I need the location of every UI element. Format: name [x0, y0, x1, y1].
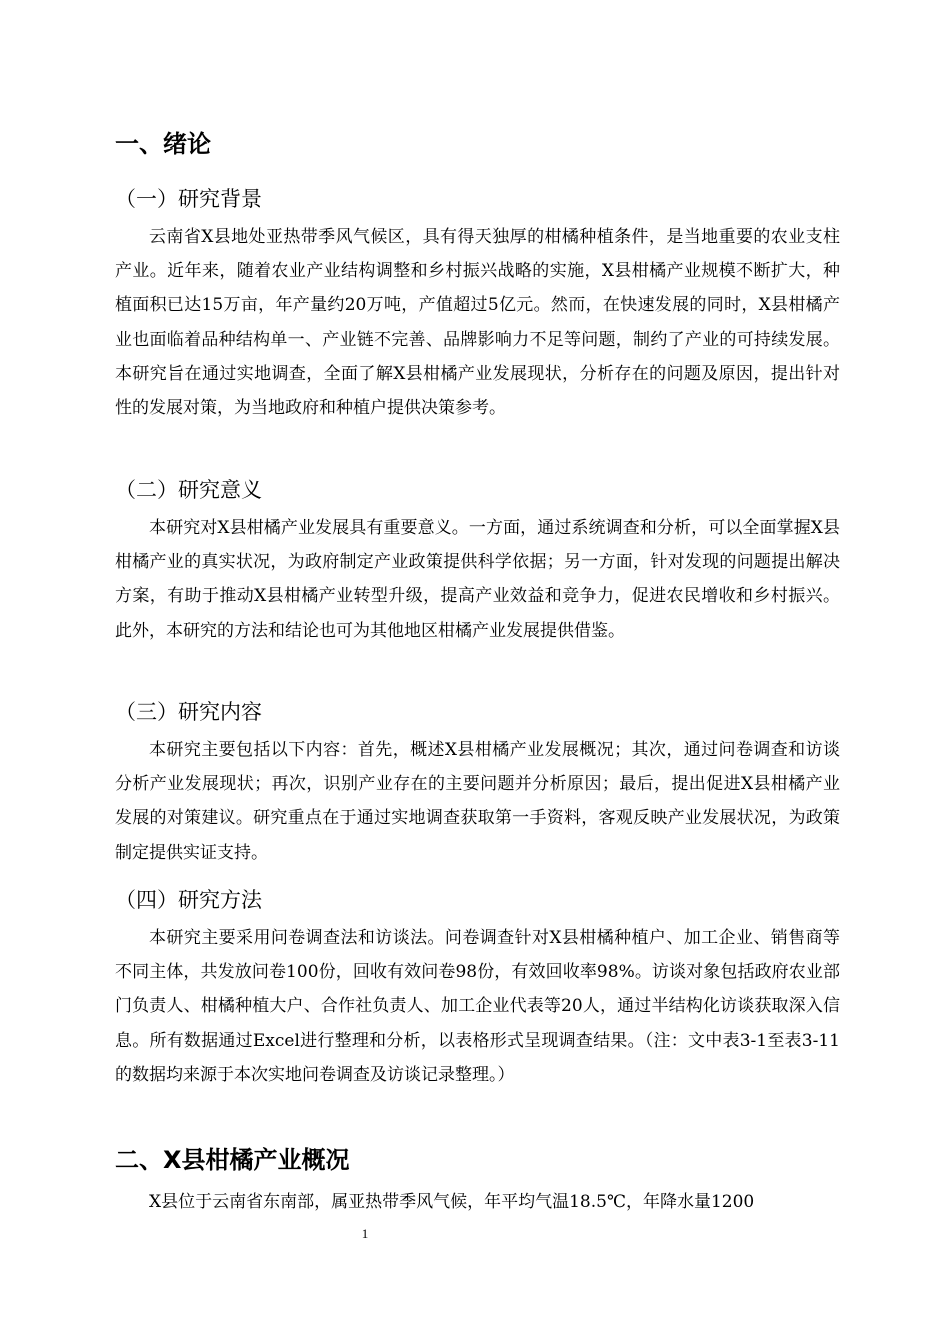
chapter-heading-overview: 二、X县柑橘产业概况 — [115, 1146, 350, 1174]
chapter-heading-intro: 一、绪论 — [115, 130, 211, 158]
paragraph-content: 本研究主要包括以下内容：首先，概述X县柑橘产业发展概况；其次，通过问卷调查和访谈分析产业发展现状；再次，识别产业存在的主要问题并分析原因；最后，提出促进X县柑橘产业发展的对策建议。研究重点在于通过实地调查获取第一手资料，客观反映产业发展状况，为政策制定提供实证支持。 — [115, 740, 840, 863]
paragraph-methods: 本研究主要采用问卷调查法和访谈法。问卷调查针对X县柑橘种植户、加工企业、销售商等不同主体，共发放问卷100份，回收有效问卷98份，有效回收率98%。访谈对象包括政府农业部门负责人、柑橘种植大户、合作社负责人、加工企业代表等20人，通过半结构化访谈获取深入信息。所有数据通过Excel进行整理和分析，以表格形式呈现调查结果。（注：文中表3-1至表3-11的数据均来源于本次实地问卷调查及访谈记录整理。） — [115, 928, 840, 1085]
paragraph-significance: 本研究对X县柑橘产业发展具有重要意义。一方面，通过系统调查和分析，可以全面掌握X县柑橘产业的真实状况，为政府制定产业政策提供科学依据；另一方面，针对发现的问题提出解决方案，有助于推动X县柑橘产业转型升级，提高产业效益和竞争力，促进农民增收和乡村振兴。此外，本研究的方法和结论也可为其他地区柑橘产业发展提供借鉴。 — [115, 518, 840, 641]
section-heading-methods: （四）研究方法 — [115, 888, 262, 912]
section-heading-significance: （二）研究意义 — [115, 478, 262, 502]
section-heading-content: （三）研究内容 — [115, 700, 262, 724]
paragraph-background: 云南省X县地处亚热带季风气候区，具有得天独厚的柑橘种植条件，是当地重要的农业支柱产业。近年来，随着农业产业结构调整和乡村振兴战略的实施，X县柑橘产业规模不断扩大，种植面积已达15万亩，年产量约20万吨，产值超过5亿元。然而，在快速发展的同时，X县柑橘产业也面临着品种结构单一、产业链不完善、品牌影响力不足等问题，制约了产业的可持续发展。本研究旨在通过实地调查，全面了解X县柑橘产业发展现状，分析存在的问题及原因，提出针对性的发展对策，为当地政府和种植户提供决策参考。 — [115, 227, 840, 419]
paragraph-overview: X县位于云南省东南部，属亚热带季风气候，年平均气温18.5℃，年降水量1200 — [149, 1192, 755, 1212]
page-number: 1 — [361, 1226, 369, 1241]
section-heading-background: （一）研究背景 — [115, 187, 262, 211]
